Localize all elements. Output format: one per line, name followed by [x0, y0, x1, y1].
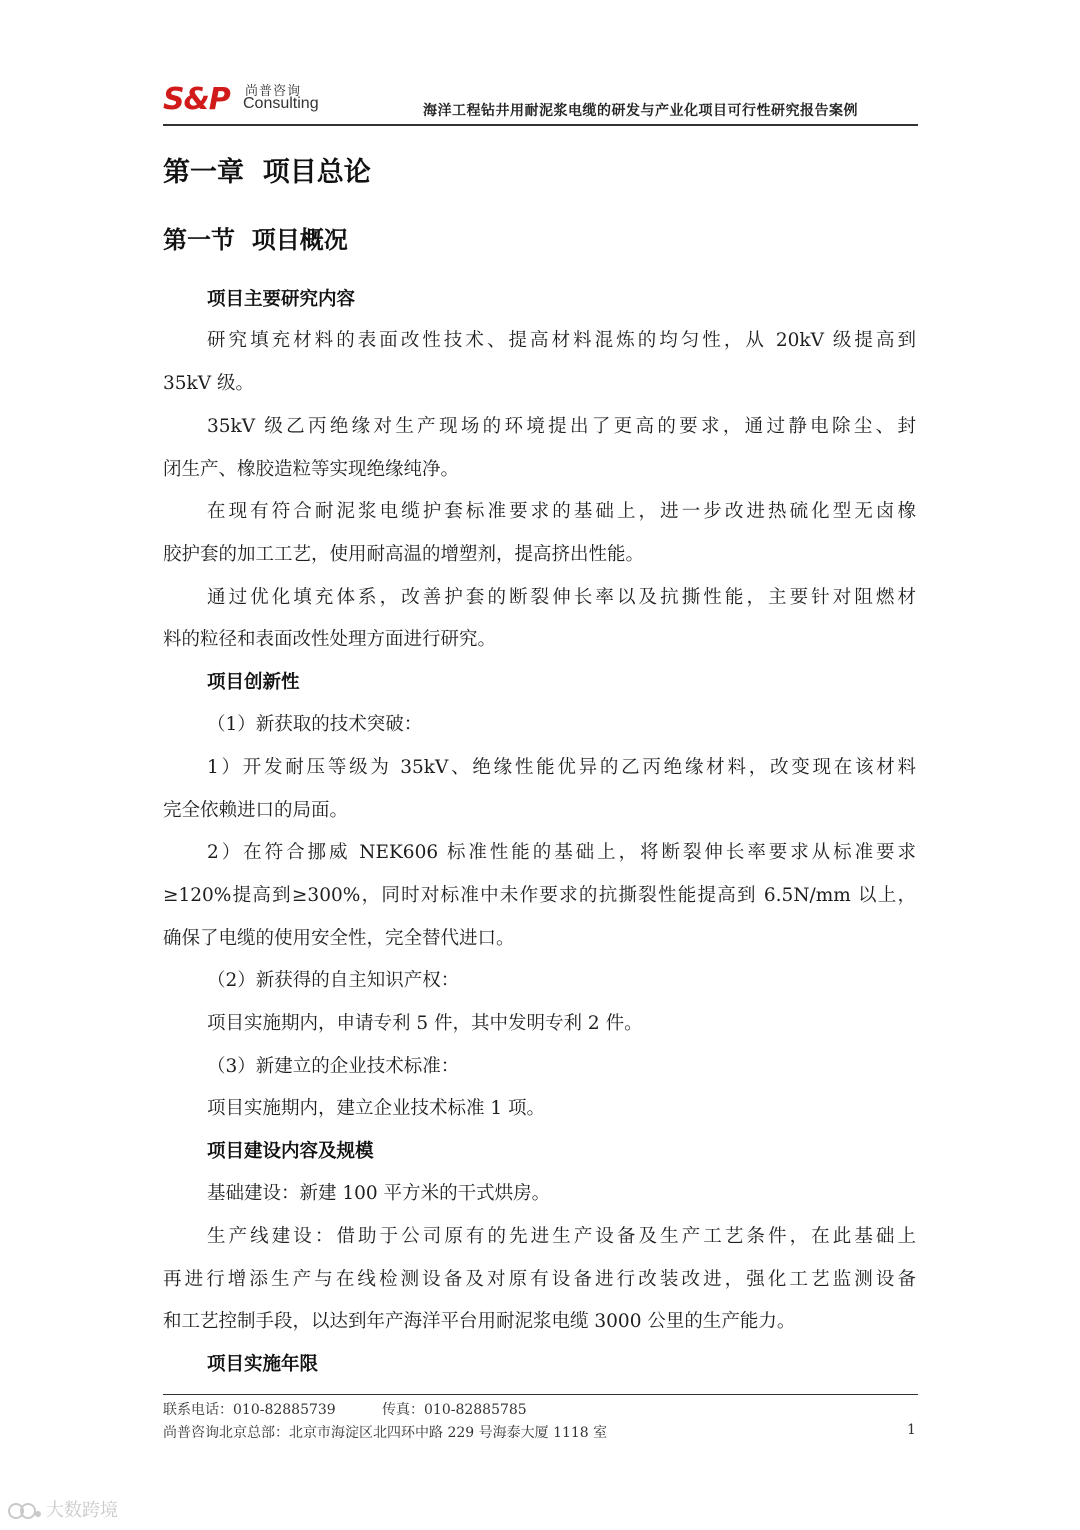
paragraph-line: 35kV 级。: [163, 373, 254, 394]
paragraph-line: 2）在符合挪威 NEK606 标准性能的基础上，将断裂伸长率要求从标准要求: [207, 842, 916, 863]
list-item: （2）新获得的自主知识产权：: [207, 970, 460, 991]
paragraph-line: 生产线建设：借助于公司原有的先进生产设备及生产工艺条件，在此基础上: [207, 1226, 916, 1247]
list-item: （1）新获取的技术突破：: [207, 714, 423, 735]
page-header: [163, 72, 918, 126]
paragraph-line: 项目实施期内，申请专利 5 件，其中发明专利 2 件。: [207, 1013, 643, 1034]
paragraph-line: 闭生产、橡胶造粒等实现绝缘纯净。: [163, 459, 460, 480]
footer-divider: [163, 1394, 918, 1395]
company-logo: [163, 80, 333, 120]
watermark-text: 大数跨境: [46, 1500, 118, 1521]
watermark: [8, 1496, 118, 1522]
heading-construction: 项目建设内容及规模: [207, 1141, 374, 1162]
heading-innovation: 项目创新性: [207, 672, 300, 693]
paragraph-line: 和工艺控制手段，以达到年产海洋平台用耐泥浆电缆 3000 公里的生产能力。: [163, 1311, 796, 1332]
paragraph-line: 通过优化填充体系，改善护套的断裂伸长率以及抗撕性能，主要针对阻燃材: [207, 587, 916, 608]
page-number: 1: [907, 1422, 916, 1438]
header-title: 海洋工程钻井用耐泥浆电缆的研发与产业化项目可行性研究报告案例: [423, 103, 858, 119]
paragraph-line: 项目实施期内，建立企业技术标准 1 项。: [207, 1098, 546, 1119]
paragraph-line: 料的粒径和表面改性处理方面进行研究。: [163, 629, 497, 650]
paragraph-line: 35kV 级乙丙绝缘对生产现场的环境提出了更高的要求，通过静电除尘、封: [207, 416, 916, 437]
list-item: （3）新建立的企业技术标准：: [207, 1056, 460, 1077]
section-title: 第一节 项目概况: [163, 226, 348, 254]
footer-address: 尚普咨询北京总部：北京市海淀区北四环中路 229 号海泰大厦 1118 室: [163, 1425, 608, 1441]
paragraph-line: ≥120%提高到≥300%，同时对标准中未作要求的抗撕裂性能提高到 6.5N/mm 以上，: [163, 885, 916, 906]
paragraph-line: 1）开发耐压等级为 35kV、绝缘性能优异的乙丙绝缘材料，改变现在该材料: [207, 757, 916, 778]
paragraph-line: 研究填充材料的表面改性技术、提高材料混炼的均匀性，从 20kV 级提高到: [207, 330, 916, 351]
watermark-logo-icon: [8, 1500, 42, 1522]
footer-fax: 传真：010-82885785: [382, 1402, 527, 1418]
paragraph-line: 再进行增添生产与在线检测设备及对原有设备进行改装改进，强化工艺监测设备: [163, 1269, 916, 1290]
logo-mark: S&P: [163, 82, 230, 117]
footer-phone: 联系电话：010-82885739: [163, 1402, 336, 1418]
paragraph-line: 基础建设：新建 100 平方米的干式烘房。: [207, 1183, 551, 1204]
paragraph-line: 胶护套的加工工艺，使用耐高温的增塑剂，提高挤出性能。: [163, 544, 645, 565]
paragraph-line: 在现有符合耐泥浆电缆护套标准要求的基础上，进一步改进热硫化型无卤橡: [207, 501, 916, 522]
logo-chinese-name: 尚普咨询: [245, 84, 302, 99]
heading-implementation-period: 项目实施年限: [207, 1354, 319, 1375]
logo-english-name: Consulting: [243, 95, 319, 112]
heading-research-content: 项目主要研究内容: [207, 289, 356, 310]
paragraph-line: 完全依赖进口的局面。: [163, 800, 349, 821]
paragraph-line: 确保了电缆的使用安全性，完全替代进口。: [163, 928, 515, 949]
chapter-title: 第一章 项目总论: [163, 157, 371, 188]
